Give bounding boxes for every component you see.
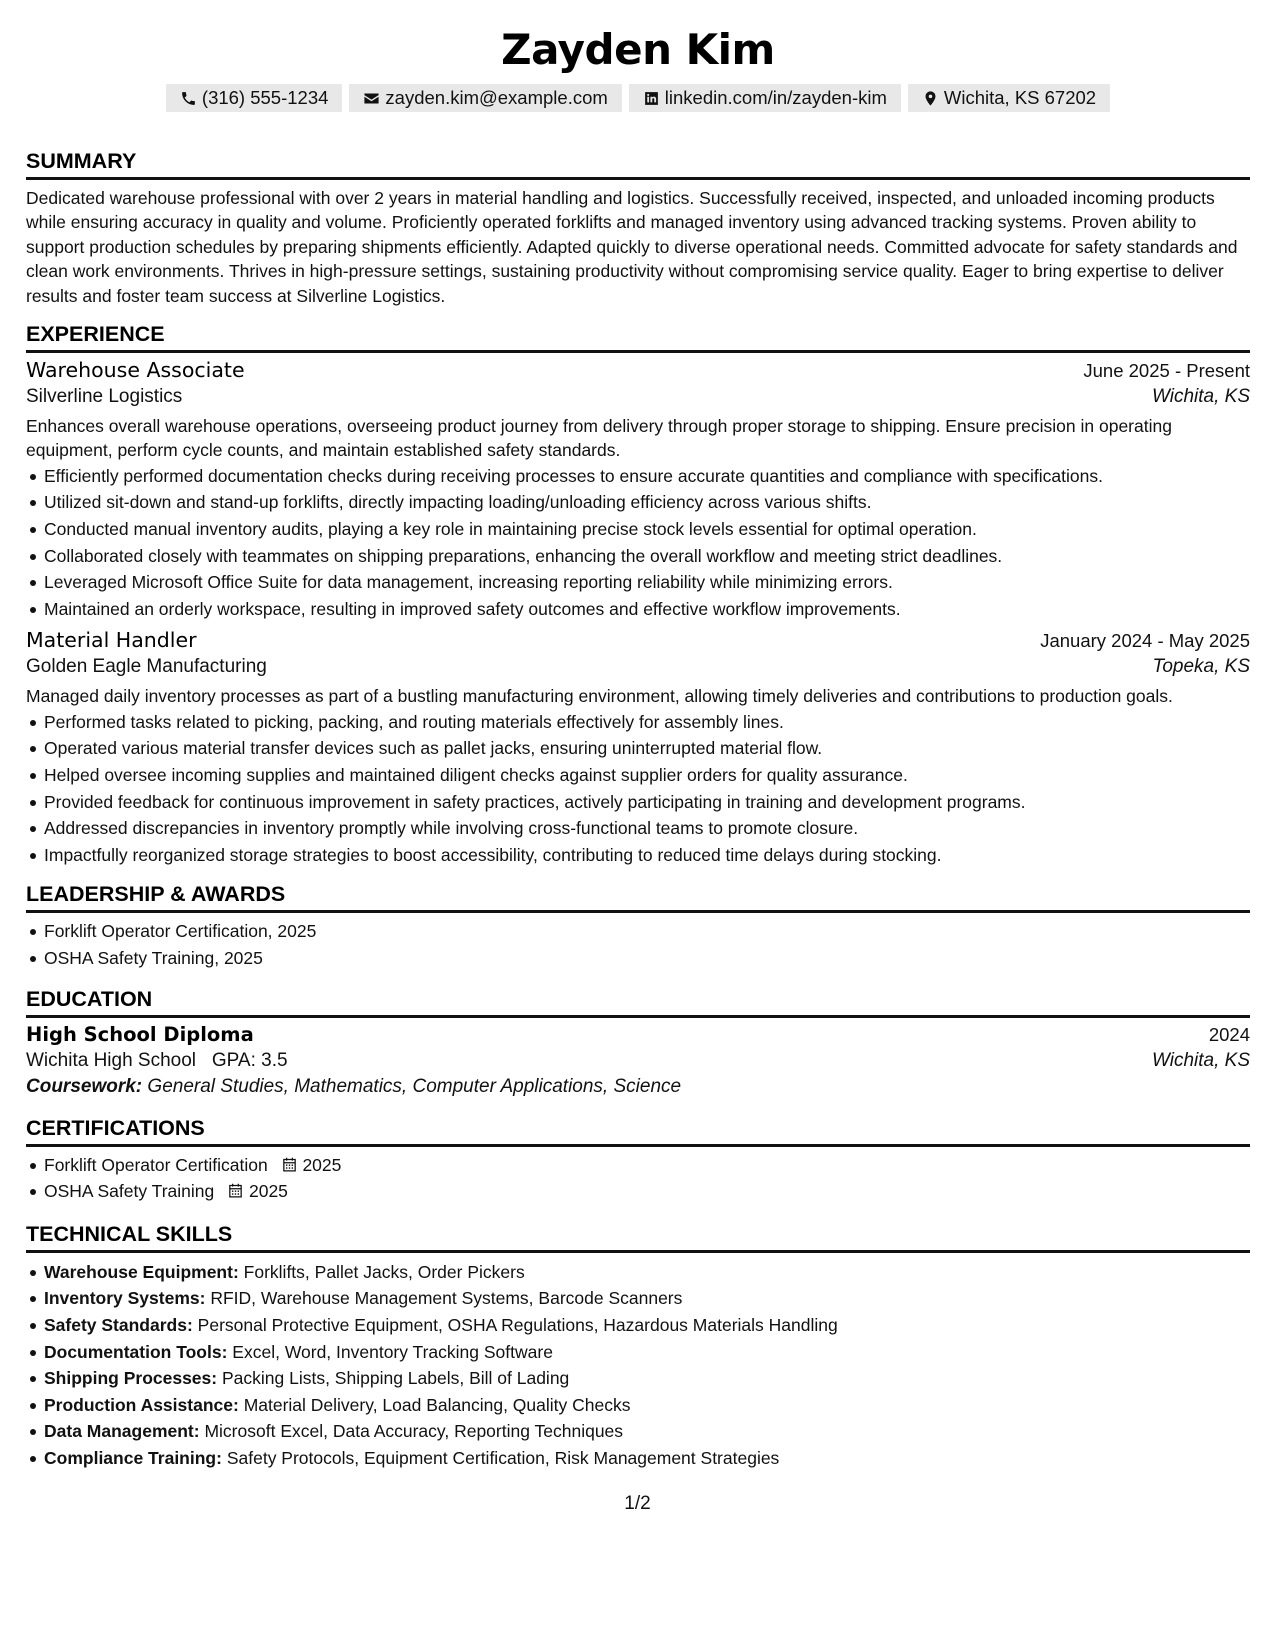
education-degree: High School Diploma (26, 1022, 254, 1046)
list-item: Addressed discrepancies in inventory promptly while involving cross-functional teams to promote closure. (26, 815, 1250, 842)
education-subheader (26, 1050, 1250, 1072)
skill-value: Packing Lists, Shipping Labels, Bill of Lading (221, 1368, 570, 1389)
skill-label: Compliance Training: (44, 1447, 222, 1468)
list-item (26, 1259, 1250, 1286)
skill-value: Personal Protective Equipment, OSHA Regulations, Hazardous Materials Handling (197, 1314, 838, 1335)
list-item (26, 1418, 1250, 1445)
skill-value: Microsoft Excel, Data Accuracy, Reporting Techniques (204, 1421, 624, 1442)
summary-text: Dedicated warehouse professional with over 2 years in material handling and logistics. Successfully received, inspected, and unloaded incoming products while ensuring accuracy in quality and volume. Proficiently operated forklifts and managed inventory using advanced tracking systems. Proven ability to support production schedules by preparing shipments efficiently. Adapted quickly to diverse operational needs. Committed advocate for safety standards and clean work environments. Thrives in high-pressure settings, sustaining productivity without compromising service quality. Eager to bring expertise to deliver results and foster team success at Silverline Logistics. (26, 188, 1238, 306)
education-school-line (26, 1050, 288, 1072)
contact-phone-text: (316) 555-1234 (201, 87, 329, 108)
envelope-icon (363, 90, 380, 107)
coursework-label: Coursework: (26, 1075, 143, 1097)
skill-label: Shipping Processes: (44, 1368, 218, 1389)
calendar-icon (227, 1182, 244, 1199)
job-subheader (26, 656, 1250, 678)
list-item (26, 1445, 1250, 1472)
list-item: Operated various material transfer devices such as pallet jacks, ensuring uninterrupted material flow. (26, 735, 1250, 762)
certification-name: OSHA Safety Training (44, 1181, 215, 1202)
calendar-icon (281, 1156, 298, 1173)
skill-label: Inventory Systems: (44, 1288, 206, 1309)
skill-label: Safety Standards: (44, 1314, 193, 1335)
section-title-education: EDUCATION (26, 986, 1250, 1018)
list-item: Performed tasks related to picking, packing, and routing materials effectively for assembly lines. (26, 709, 1250, 736)
certification-name: Forklift Operator Certification (44, 1154, 268, 1175)
job-header (26, 628, 1250, 652)
candidate-name: Zayden Kim (501, 25, 775, 74)
job-entry (26, 628, 1250, 868)
list-item: Collaborated closely with teammates on shipping preparations, enhancing the overall workflow and meeting strict deadlines. (26, 543, 1250, 570)
section-title-skills: TECHNICAL SKILLS (26, 1221, 1250, 1253)
section-title-summary: SUMMARY (26, 148, 1250, 180)
job-company: Silverline Logistics (26, 386, 183, 408)
linkedin-icon (643, 90, 660, 107)
contact-location (908, 84, 1110, 112)
leadership-section (26, 881, 1250, 971)
job-company: Golden Eagle Manufacturing (26, 656, 267, 678)
section-title-certifications: CERTIFICATIONS (26, 1115, 1250, 1147)
skill-value: Material Delivery, Load Balancing, Quality Checks (243, 1394, 631, 1415)
list-item (26, 1392, 1250, 1419)
page-number: 1/2 (624, 1493, 651, 1514)
skill-label: Documentation Tools: (44, 1341, 228, 1362)
section-title-experience: EXPERIENCE (26, 321, 1250, 353)
list-item (26, 1285, 1250, 1312)
education-gpa: GPA: 3.5 (211, 1049, 288, 1071)
certification-year: 2025 (248, 1181, 288, 1202)
list-item (26, 1152, 1250, 1179)
list-item (26, 1312, 1250, 1339)
skill-value: Forklifts, Pallet Jacks, Order Pickers (243, 1261, 525, 1282)
list-item: Maintained an orderly workspace, resulting in improved safety outcomes and effective workflow improvements. (26, 596, 1250, 623)
job-location: Topeka, KS (1152, 656, 1250, 678)
map-marker-icon (922, 90, 939, 107)
job-description: Managed daily inventory processes as part of a bustling manufacturing environment, allowing timely deliveries and contributions to production goals. (26, 686, 1173, 707)
certifications-list (26, 1152, 1250, 1205)
list-item: Provided feedback for continuous improvement in safety practices, actively participating in training and development programs. (26, 789, 1250, 816)
job-title: Warehouse Associate (26, 358, 245, 383)
contact-linkedin (629, 84, 901, 112)
experience-section (26, 321, 1250, 868)
list-item: Impactfully reorganized storage strategies to boost accessibility, contributing to reduced time delays during stocking. (26, 842, 1250, 869)
list-item (26, 1365, 1250, 1392)
leadership-list (26, 918, 1250, 971)
list-item: Efficiently performed documentation checks during receiving processes to ensure accurate quantities and compliance with specifications. (26, 463, 1250, 490)
education-location: Wichita, KS (1151, 1049, 1250, 1071)
job-subheader (26, 386, 1250, 408)
section-title-leadership: LEADERSHIP & AWARDS (26, 881, 1250, 913)
job-dates: January 2024 - May 2025 (1040, 630, 1250, 652)
list-item (26, 1178, 1250, 1205)
education-year: 2024 (1208, 1023, 1250, 1045)
list-item: OSHA Safety Training, 2025 (26, 945, 1250, 972)
contact-email-text: zayden.kim@example.com (385, 87, 608, 108)
job-header (26, 358, 1250, 382)
resume-page (26, 0, 1250, 1472)
job-bullets (26, 709, 1250, 869)
phone-icon (180, 90, 197, 107)
list-item: Leveraged Microsoft Office Suite for data management, increasing reporting reliability while minimizing errors. (26, 569, 1250, 596)
list-item: Conducted manual inventory audits, playing a key role in maintaining precise stock levels essential for optimal operation. (26, 516, 1250, 543)
certifications-section (26, 1115, 1250, 1205)
certification-year: 2025 (302, 1154, 342, 1175)
skill-label: Warehouse Equipment: (44, 1261, 239, 1282)
job-dates: June 2025 - Present (1083, 360, 1250, 382)
job-description: Enhances overall warehouse operations, overseeing product journey from delivery through proper storage to shipping. Ensure precision in operating equipment, perform cycle counts, and maintain established safety standards. (26, 416, 1172, 461)
list-item: Helped oversee incoming supplies and maintained diligent checks against supplier orders for quality assurance. (26, 762, 1250, 789)
skills-section (26, 1221, 1250, 1472)
education-header (26, 1023, 1250, 1046)
education-section (26, 986, 1250, 1098)
skill-label: Data Management: (44, 1421, 200, 1442)
list-item: Forklift Operator Certification, 2025 (26, 918, 1250, 945)
skill-value: Excel, Word, Inventory Tracking Software (232, 1341, 553, 1362)
summary-section (26, 148, 1250, 308)
job-bullets (26, 463, 1250, 623)
job-location: Wichita, KS (1151, 386, 1250, 408)
contact-location-text: Wichita, KS 67202 (943, 87, 1097, 108)
contact-email (349, 84, 621, 112)
list-item: Utilized sit-down and stand-up forklifts, directly impacting loading/unloading efficiency across various shifts. (26, 489, 1250, 516)
education-school: Wichita High School (26, 1049, 197, 1071)
skills-list (26, 1259, 1250, 1472)
coursework-value: General Studies, Mathematics, Computer Applications, Science (147, 1075, 682, 1097)
skill-value: RFID, Warehouse Management Systems, Barcode Scanners (210, 1288, 683, 1309)
contact-phone (166, 84, 343, 112)
contact-linkedin-text: linkedin.com/in/zayden-kim (664, 87, 887, 108)
education-coursework (26, 1076, 1250, 1098)
skill-label: Production Assistance: (44, 1394, 239, 1415)
job-entry (26, 358, 1250, 622)
list-item (26, 1339, 1250, 1366)
skill-value: Safety Protocols, Equipment Certification, Risk Management Strategies (226, 1447, 780, 1468)
job-title: Material Handler (26, 628, 197, 653)
contact-bar (26, 84, 1250, 112)
